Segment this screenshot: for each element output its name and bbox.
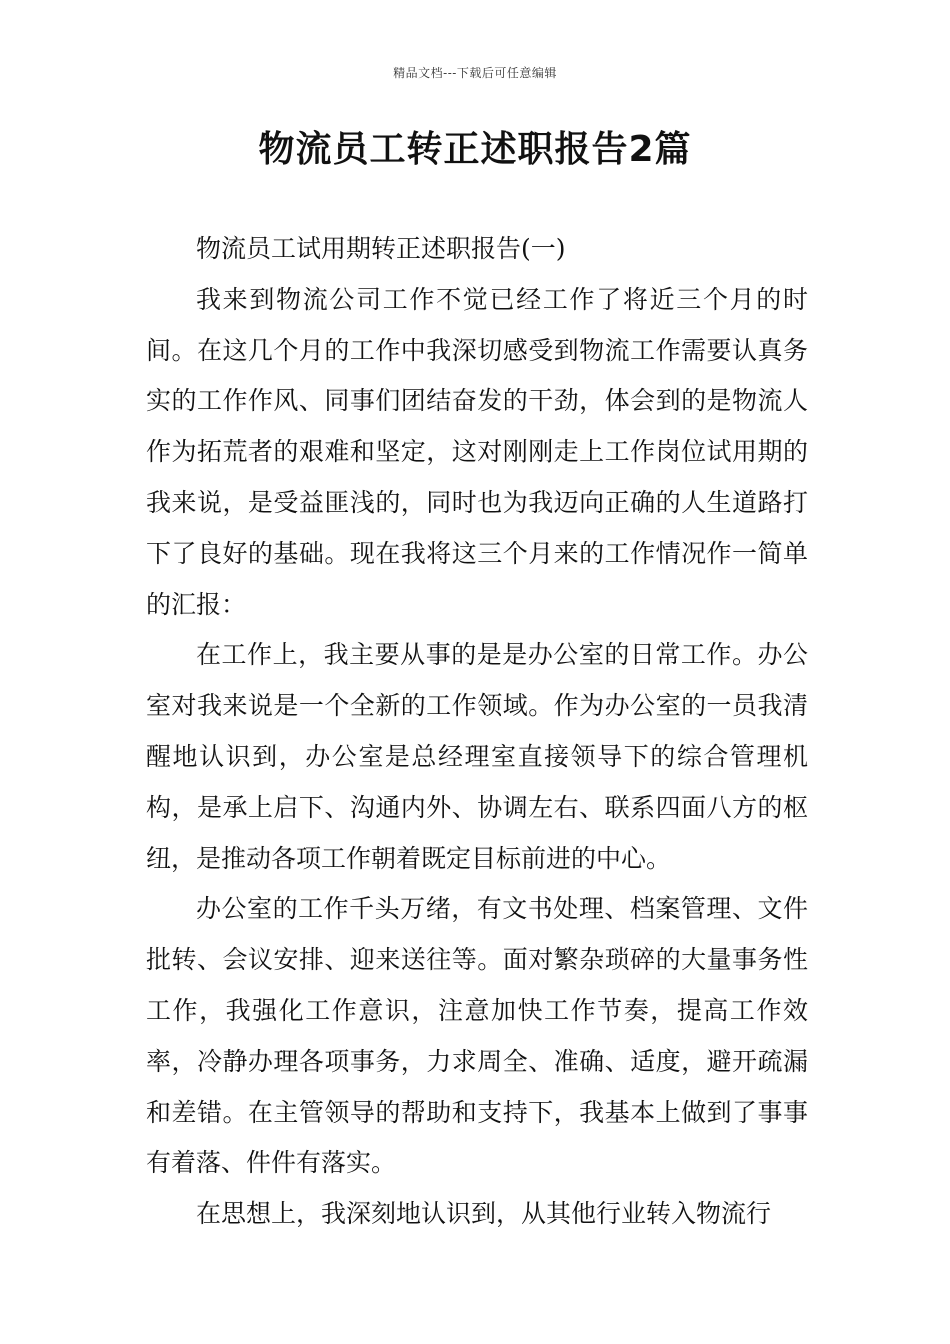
paragraph-subtitle: 物流员工试用期转正述职报告(一) [196,234,566,263]
paragraph: 我来到物流公司工作不觉已经工作了将近三个月的时间。在这几个月的工作中我深切感受到物流工作需要认真务实的工作作风、同事们团结奋发的干劲，体会到的是物流人作为拓荒者的艰难和坚定，这对刚刚走上工作岗位试用期的我来说，是受益匪浅的，同时也为我迈向正确的人生道路打下了良好的基础。现在我将这三个月来的工作情况作一简单的汇报： [146,284,808,619]
paragraph: 在思想上，我深刻地认识到，从其他行业转入物流行 [196,1199,772,1229]
document-body [146,224,808,1240]
document-title: 物流员工转正述职报告2篇 [258,129,692,170]
header-note: 精品文档---下载后可任意编辑 [393,66,557,80]
paragraph: 在工作上，我主要从事的是是办公室的日常工作。办公室对我来说是一个全新的工作领域。作为办公室的一员我清醒地认识到，办公室是总经理室直接领导下的综合管理机构，是承上启下、沟通内外、协调左右、联系四面八方的枢纽，是推动各项工作朝着既定目标前进的中心。 [146,640,808,873]
paragraph: 办公室的工作千头万绪，有文书处理、档案管理、文件批转、会议安排、迎来送往等。面对繁杂琐碎的大量事务性工作，我强化工作意识，注意加快工作节奏，提高工作效率，冷静办理各项事务，力求周全、准确、适度，避开疏漏和差错。在主管领导的帮助和支持下，我基本上做到了事事有着落、件件有落实。 [146,894,808,1178]
